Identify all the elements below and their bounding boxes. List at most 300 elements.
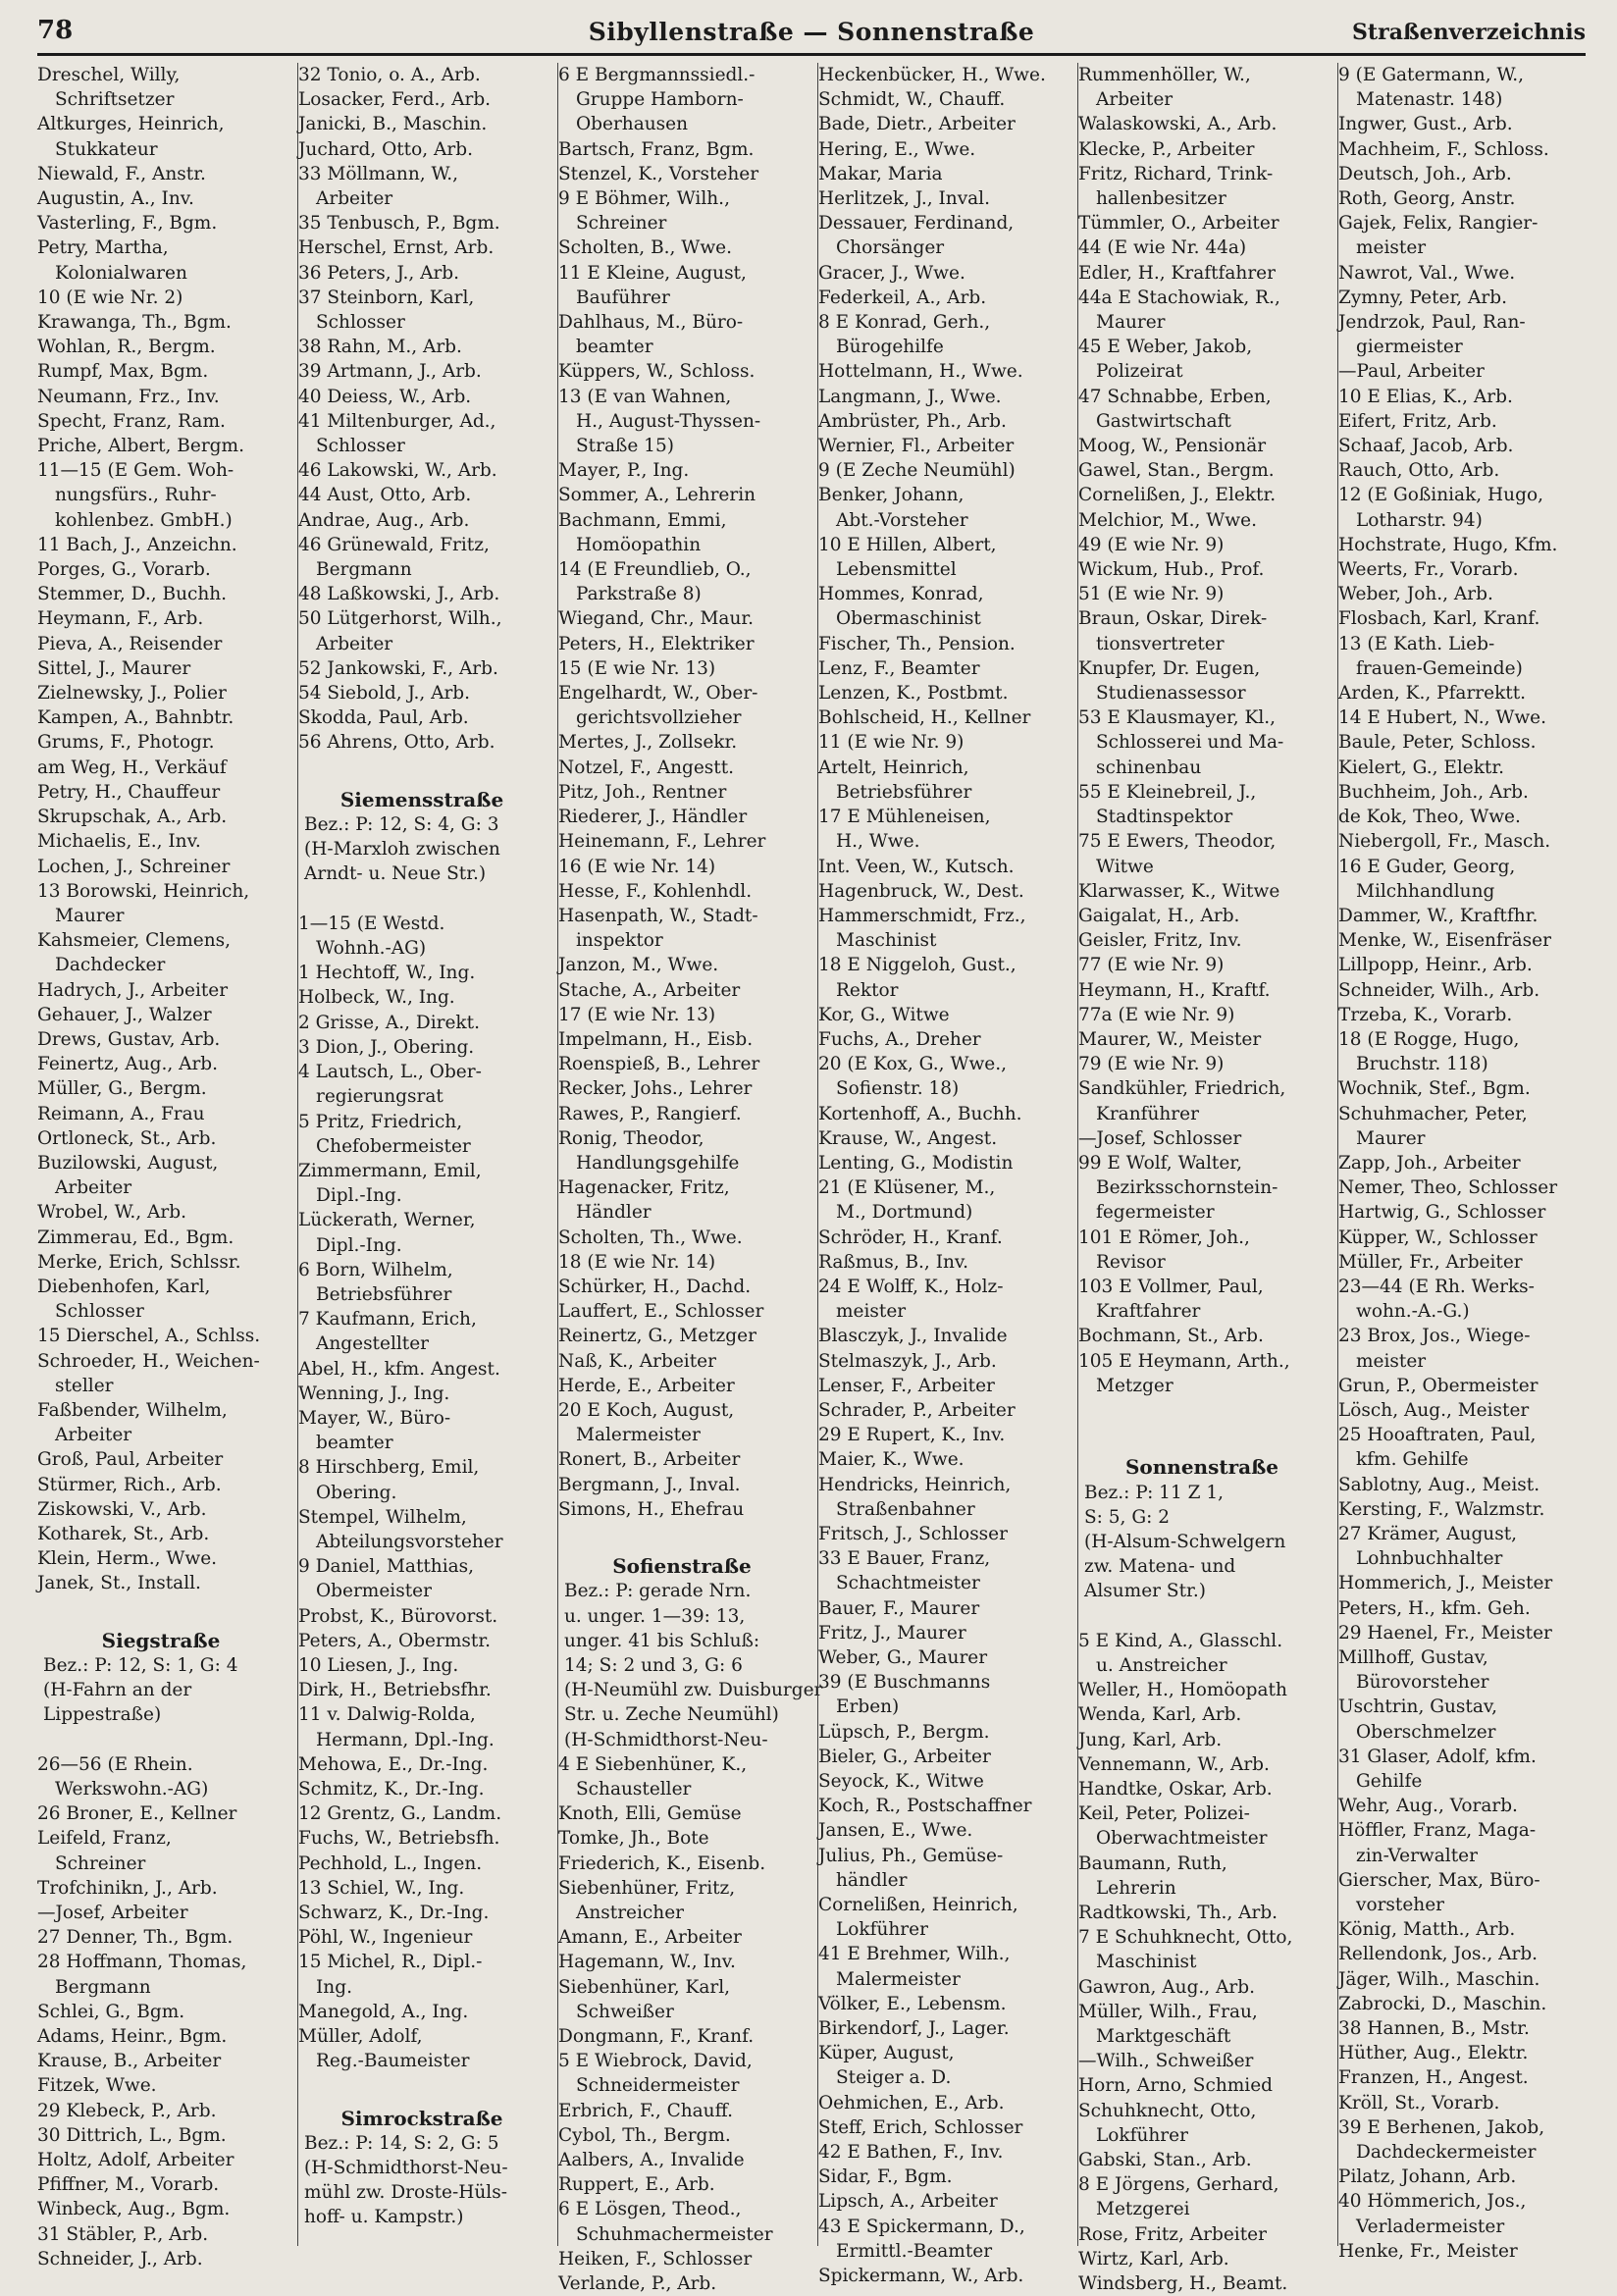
entry-line: Wenning, J., Ing.: [298, 1383, 450, 1404]
entry-line: Küppers, W., Schloss.: [558, 361, 756, 383]
entry-line: Reimann, A., Frau: [37, 1103, 205, 1124]
entry-line: Petry, Martha,: [37, 237, 169, 259]
entry-line: 5 Pritz, Friedrich,: [298, 1111, 463, 1132]
entry-line: Julius, Ph., Gemüse-: [818, 1845, 1004, 1866]
entry-line: 31 Glaser, Adolf, kfm.: [1338, 1746, 1537, 1767]
entry-line: 9 (E Zeche Neumühl): [818, 460, 1016, 482]
entry-line: Leifeld, Franz,: [37, 1828, 172, 1850]
entry-line: —Josef, Schlosser: [1078, 1127, 1242, 1149]
entry-line: Raßmus, B., Inv.: [818, 1251, 969, 1273]
entry-line: 40 Deiess, W., Arb.: [298, 386, 472, 407]
entry-line: Mayer, W., Büro-: [298, 1407, 451, 1429]
entry-line: Ruppert, E., Arb.: [558, 2174, 715, 2196]
entry-line: schinenbau: [1096, 757, 1202, 778]
district-info: (H-Neumühl zw. Duisburger: [564, 1680, 823, 1701]
entry-line: Ing.: [316, 1976, 352, 1998]
entry-line: Revisor: [1096, 1251, 1166, 1273]
entry-line: Hagenacker, Fritz,: [558, 1177, 730, 1199]
entry-line: am Weg, H., Verkäuf: [37, 757, 227, 778]
entry-line: Bartsch, Franz, Bgm.: [558, 138, 755, 160]
entry-line: Melchior, M., Wwe.: [1078, 509, 1257, 531]
entry-line: Steff, Erich, Schlosser: [818, 2116, 1023, 2138]
entry-line: Moog, W., Pensionär: [1078, 436, 1267, 457]
entry-line: 31 Stäbler, P., Arb.: [37, 2223, 209, 2245]
entry-line: 32 Tonio, o. A., Arb.: [298, 65, 481, 85]
entry-line: Kahsmeier, Clemens,: [37, 930, 231, 952]
entry-line: Steiger a. D.: [836, 2067, 952, 2089]
entry-line: Buchheim, Joh., Arb.: [1338, 781, 1529, 803]
entry-line: Millhoff, Gustav,: [1338, 1647, 1488, 1668]
entry-line: 13 (E Kath. Lieb-: [1338, 633, 1495, 654]
entry-line: 38 Rahn, M., Arb.: [298, 337, 462, 358]
entry-line: Birkendorf, J., Lager.: [818, 2018, 1010, 2040]
entry-line: 20 E Koch, August,: [558, 1399, 735, 1421]
entry-line: Schreiner: [55, 1852, 146, 1874]
entry-line: Gawron, Aug., Arb.: [1078, 1976, 1255, 1998]
entry-line: Gehilfe: [1356, 1771, 1423, 1793]
district-info: Bez.: P: gerade Nrn.: [564, 1581, 752, 1602]
entry-line: Amann, E., Arbeiter: [558, 1927, 742, 1949]
entry-line: Gehauer, J., Walzer: [37, 1004, 212, 1025]
entry-line: 21 (E Klüsener, M.,: [818, 1177, 996, 1199]
entry-line: 15 Dierschel, A., Schlss.: [37, 1326, 261, 1347]
entry-line: Maier, K., Wwe.: [818, 1449, 965, 1471]
entry-line: Müller, Adolf,: [298, 2026, 423, 2048]
entry-line: Stache, A., Arbeiter: [558, 979, 741, 1001]
entry-line: 8 Hirschberg, Emil,: [298, 1457, 480, 1479]
entry-line: Krawanga, Th., Bgm.: [37, 312, 232, 334]
entry-line: Fuchs, W., Betriebsfh.: [298, 1828, 500, 1850]
entry-line: Pieva, A., Reisender: [37, 633, 223, 654]
entry-line: Wohnh.-AG): [316, 938, 427, 960]
entry-line: 13 Borowski, Heinrich,: [37, 880, 250, 902]
spacer: [558, 1522, 806, 1546]
entry-line: Matenastr. 148): [1356, 89, 1503, 111]
district-info: hoff- u. Kampstr.): [304, 2207, 464, 2228]
entry-line: Janek, St., Install.: [37, 1573, 201, 1594]
entry-line: 10 (E wie Nr. 2): [37, 287, 183, 308]
entry-line: Völker, E., Lebensm.: [818, 1993, 1007, 2014]
entry-line: Schuhmachermeister: [576, 2223, 773, 2245]
entry-line: —Wilh., Schweißer: [1078, 2051, 1254, 2072]
entry-line: Mayer, P., Ing.: [558, 460, 690, 482]
entry-line: Gaigalat, H., Arb.: [1078, 905, 1240, 926]
district-info: Bez.: P: 12, S: 4, G: 3: [304, 814, 499, 836]
entry-line: 101 E Römer, Joh.,: [1078, 1226, 1250, 1248]
entry-line: Buzilowski, August,: [37, 1152, 219, 1174]
street-heading: Siegstraße: [101, 1628, 221, 1652]
entry-line: Spickermann, W., Arb.: [818, 2266, 1024, 2287]
entry-line: Malermeister: [576, 1425, 701, 1446]
entry-line: Stempel, Wilhelm,: [298, 1506, 467, 1528]
entry-line: Knoth, Elli, Gemüse: [558, 1803, 742, 1825]
entry-line: Handtke, Oskar, Arb.: [1078, 1778, 1273, 1800]
entry-line: Malermeister: [836, 1968, 961, 1990]
entry-line: Janicki, B., Maschin.: [298, 114, 488, 135]
entry-line: Naß, K., Arbeiter: [558, 1350, 716, 1372]
entry-line: Notzel, F., Angestt.: [558, 757, 735, 778]
entry-line: Schlosser: [316, 312, 405, 334]
entry-line: Lillpopp, Heinr., Arb.: [1338, 955, 1533, 976]
entry-line: Angestellter: [316, 1333, 430, 1355]
district-info: mühl zw. Droste-Hüls-: [304, 2182, 507, 2204]
entry-line: 41 E Brehmer, Wilh.,: [818, 1944, 1011, 1965]
entry-line: Bürogehilfe: [836, 337, 944, 358]
entry-line: Bergmann: [55, 1976, 151, 1998]
entry-line: Abteilungsvorsteher: [316, 1531, 503, 1552]
entry-line: Maschinist: [836, 930, 937, 952]
entry-line: Fischer, Th., Pension.: [818, 633, 1016, 654]
entry-line: 4 Lautsch, L., Ober-: [298, 1062, 482, 1083]
entry-line: Benker, Johann,: [818, 485, 965, 506]
street-heading: Sofienstraße: [612, 1554, 752, 1579]
entry-line: Fitzek, Wwe.: [37, 2075, 157, 2097]
entry-line: Bergmann: [316, 559, 412, 581]
entry-line: Knupfer, Dr. Eugen,: [1078, 657, 1261, 679]
entry-line: 18 (E wie Nr. 14): [558, 1251, 716, 1273]
entry-line: 43 E Spickermann, D.,: [818, 2216, 1025, 2237]
entry-line: Kampen, A., Bahnbtr.: [37, 707, 235, 729]
entry-line: Diebenhofen, Karl,: [37, 1276, 211, 1297]
entry-line: Reinertz, G., Metzger: [558, 1326, 756, 1347]
entry-line: Klecke, P., Arbeiter: [1078, 138, 1255, 160]
column-4: [817, 63, 1066, 2287]
entry-line: Zimmerau, Ed., Bgm.: [37, 1226, 235, 1248]
spacer: [298, 887, 546, 912]
entry-line: Dipl.-Ing.: [316, 1185, 402, 1207]
spacer: [37, 1728, 285, 1752]
page-number: 78: [37, 16, 74, 45]
running-title: Sibyllenstraße — Sonnenstraße: [588, 18, 1035, 46]
entry-line: Lenting, G., Modistin: [818, 1152, 1014, 1174]
entry-line: Polizeirat: [1096, 361, 1183, 383]
entry-line: 16 E Guder, Georg,: [1338, 856, 1516, 877]
entry-line: 12 Grentz, G., Landm.: [298, 1803, 502, 1825]
entry-line: Peters, H., kfm. Geh.: [1338, 1597, 1531, 1619]
district-info: Str. u. Zeche Neumühl): [564, 1704, 779, 1726]
entry-line: tionsvertreter: [1096, 633, 1225, 654]
entry-line: Rauch, Otto, Arb.: [1338, 460, 1500, 482]
entry-line: Schlosserei und Ma-: [1096, 732, 1284, 754]
district-info: (H-Schmidthorst-Neu-: [304, 2158, 508, 2179]
entry-line: Lösch, Aug., Meister: [1338, 1399, 1530, 1421]
district-info: Bez.: P: 11 Z 1,: [1084, 1482, 1224, 1503]
entry-line: 7 E Schuhknecht, Otto,: [1078, 1927, 1293, 1949]
entry-line: Weerts, Fr., Vorarb.: [1338, 559, 1519, 581]
entry-line: 17 (E wie Nr. 13): [558, 1004, 716, 1025]
entry-line: Siebenhüner, Fritz,: [558, 1877, 736, 1899]
entry-line: Schreiner: [576, 213, 667, 235]
entry-line: Küper, August,: [818, 2043, 955, 2064]
entry-line: Zielnewsky, J., Polier: [37, 683, 227, 704]
entry-line: regierungsrat: [316, 1086, 443, 1108]
entry-line: Hochstrate, Hugo, Kfm.: [1338, 534, 1558, 555]
entry-line: 35 Tenbusch, P., Bgm.: [298, 213, 500, 235]
district-info: Bez.: P: 14, S: 2, G: 5: [304, 2132, 499, 2154]
entry-line: Hadrych, J., Arbeiter: [37, 979, 229, 1001]
entry-line: Wrobel, W., Arb.: [37, 1202, 186, 1224]
entry-line: Pitz, Joh., Rentner: [558, 781, 727, 803]
entry-line: Fritz, Richard, Trink-: [1078, 163, 1274, 184]
entry-line: 75 E Ewers, Theodor,: [1078, 831, 1277, 853]
entry-line: Keil, Peter, Polizei-: [1078, 1803, 1250, 1825]
entry-line: Sofienstr. 18): [836, 1078, 960, 1100]
entry-line: Straße 15): [576, 436, 674, 457]
entry-line: 11 v. Dalwig-Rolda,: [298, 1704, 476, 1726]
entry-line: Bachmann, Emmi,: [558, 509, 727, 531]
entry-line: Lückerath, Werner,: [298, 1210, 476, 1231]
entry-line: 105 E Heymann, Arth.,: [1078, 1350, 1290, 1372]
entry-line: Recker, Johs., Lehrer: [558, 1078, 753, 1100]
entry-line: Schausteller: [576, 1779, 692, 1800]
entry-line: Schuhknecht, Otto,: [1078, 2100, 1257, 2121]
entry-line: Bauführer: [576, 287, 670, 308]
entry-line: Schlei, G., Bgm.: [37, 2001, 185, 2022]
entry-line: Jansen, E., Wwe.: [818, 1820, 973, 1842]
entry-line: Heymann, H., Kraftf.: [1078, 979, 1271, 1001]
spacer: [1078, 1604, 1326, 1629]
entry-line: 77 (E wie Nr. 9): [1078, 955, 1225, 976]
entry-line: 29 Haenel, Fr., Meister: [1338, 1622, 1552, 1644]
entry-line: Schwarz, K., Dr.-Ing.: [298, 1903, 490, 1923]
entry-line: Bade, Dietr., Arbeiter: [818, 114, 1016, 135]
entry-line: Geisler, Fritz, Inv.: [1078, 930, 1242, 952]
spacer: [37, 1596, 285, 1621]
entry-line: Maurer: [55, 905, 125, 926]
entry-line: Specht, Franz, Ram.: [37, 410, 226, 432]
entry-line: Ortloneck, St., Arb.: [37, 1127, 217, 1149]
entry-line: Heckenbücker, H., Wwe.: [818, 65, 1046, 85]
entry-line: Hermann, Dpl.-Ing.: [316, 1729, 495, 1750]
entry-line: Anstreicher: [576, 1903, 684, 1924]
entry-line: Edler, H., Kraftfahrer: [1078, 262, 1276, 284]
entry-line: kohlenbez. GmbH.): [55, 509, 233, 531]
entry-line: Sidar, F., Bgm.: [818, 2166, 953, 2188]
entry-line: 18 (E Rogge, Hugo,: [1338, 1028, 1520, 1050]
entry-line: 27 Krämer, August,: [1338, 1523, 1518, 1544]
entry-line: Franzen, H., Angest.: [1338, 2067, 1529, 2089]
entry-line: Reg.-Baumeister: [316, 2051, 470, 2072]
entry-line: Rumpf, Max, Bgm.: [37, 361, 209, 383]
entry-line: Parkstraße 8): [576, 584, 702, 605]
entry-line: 10 E Hillen, Albert,: [818, 534, 997, 555]
entry-line: Zymny, Peter, Arb.: [1338, 287, 1507, 308]
entry-line: Rose, Fritz, Arbeiter: [1078, 2223, 1267, 2245]
entry-line: Kröll, St., Vorarb.: [1338, 2092, 1500, 2113]
entry-line: Lebensmittel: [836, 559, 957, 581]
entry-line: 6 Born, Wilhelm,: [298, 1259, 453, 1280]
entry-line: Michaelis, E., Inv.: [37, 831, 201, 853]
entry-line: Eifert, Fritz, Arb.: [1338, 410, 1497, 432]
entry-line: 25 Hooaftraten, Paul,: [1338, 1425, 1537, 1446]
entry-line: Schmitz, K., Dr.-Ing.: [298, 1778, 485, 1800]
entry-line: Werkswohn.-AG): [55, 1778, 209, 1800]
entry-line: 33 Möllmann, W.,: [298, 163, 459, 184]
entry-line: 14 E Hubert, N., Wwe.: [1338, 707, 1547, 729]
entry-line: Höffler, Franz, Maga-: [1338, 1820, 1537, 1842]
spacer: [1078, 1398, 1326, 1423]
entry-line: Gastwirtschaft: [1096, 410, 1231, 432]
entry-line: Augustin, A., Inv.: [37, 188, 194, 210]
section-title: Straßenverzeichnis: [1352, 20, 1586, 45]
entry-line: Baule, Peter, Schloss.: [1338, 732, 1537, 754]
entry-line: Oberhausen: [576, 114, 689, 135]
entry-line: Cornelißen, J., Elektr.: [1078, 485, 1277, 506]
entry-line: 28 Hoffmann, Thomas,: [37, 1952, 247, 1973]
entry-line: Klarwasser, K., Witwe: [1078, 880, 1280, 902]
entry-line: Küpper, W., Schlosser: [1338, 1226, 1538, 1248]
entry-line: Zimmermann, Emil,: [298, 1160, 482, 1181]
entry-line: Ermittl.-Beamter: [836, 2240, 993, 2262]
entry-line: Schlosser: [316, 436, 405, 457]
entry-line: Seyock, K., Witwe: [818, 1771, 984, 1793]
entry-line: Obermaschinist: [836, 608, 981, 630]
entry-line: Betriebsführer: [316, 1283, 452, 1305]
entry-line: Weber, Joh., Arb.: [1338, 584, 1493, 605]
entry-line: Hesse, F., Kohlenhdl.: [558, 880, 753, 902]
entry-line: Weller, H., Homöopath: [1078, 1680, 1287, 1701]
entry-line: Verlande, P., Arb.: [558, 2273, 717, 2295]
entry-line: händler: [836, 1869, 908, 1891]
entry-line: Gruppe Hamborn-: [576, 89, 744, 111]
entry-line: 53 E Klausmayer, Kl.,: [1078, 707, 1277, 729]
entry-line: Dongmann, F., Kranf.: [558, 2026, 755, 2048]
entry-line: Mehowa, E., Dr.-Ing.: [298, 1753, 489, 1775]
entry-line: Heymann, F., Arb.: [37, 608, 204, 630]
entry-line: Makar, Maria: [818, 163, 943, 184]
entry-line: Wernier, Fl., Arbeiter: [818, 436, 1015, 457]
entry-line: Winbeck, Aug., Bgm.: [37, 2199, 231, 2220]
entry-line: Bruchstr. 118): [1356, 1054, 1488, 1075]
entry-line: Ziskowski, V., Arb.: [37, 1498, 207, 1520]
entry-line: Hottelmann, H., Wwe.: [818, 361, 1023, 383]
entry-line: Lenz, F., Beamter: [818, 657, 980, 679]
entry-line: Lokführer: [836, 1919, 928, 1941]
entry-line: Stenzel, K., Vorsteher: [558, 163, 759, 184]
district-info: zw. Matena- und: [1084, 1556, 1236, 1578]
entry-line: steller: [55, 1375, 114, 1396]
entry-line: 79 (E wie Nr. 9): [1078, 1054, 1225, 1075]
entry-line: Siebenhüner, Karl,: [558, 1976, 731, 1998]
district-info: (H-Alsum-Schwelgern: [1084, 1531, 1286, 1552]
district-info: (H-Schmidthorst-Neu-: [564, 1729, 768, 1750]
entry-line: Arbeiter: [316, 633, 393, 654]
entry-line: zin-Verwalter: [1356, 1845, 1478, 1866]
entry-line: 33 E Bauer, Franz,: [818, 1548, 991, 1570]
entry-line: meister: [836, 1301, 907, 1323]
entry-line: 54 Siebold, J., Arb.: [298, 683, 471, 704]
entry-line: Windsberg, H., Beamt.: [1078, 2273, 1288, 2295]
entry-line: Schuhmacher, Peter,: [1338, 1103, 1528, 1124]
entry-line: 9 (E Gatermann, W.,: [1338, 65, 1524, 85]
entry-line: 30 Dittrich, L., Bgm.: [37, 2124, 227, 2146]
entry-line: 50 Lütgerhorst, Wilh.,: [298, 608, 502, 630]
entry-line: Lochen, J., Schreiner: [37, 856, 231, 877]
page-header: [37, 14, 1586, 56]
entry-line: Wickum, Hub., Prof.: [1078, 559, 1265, 581]
entry-line: Müller, G., Bergm.: [37, 1078, 207, 1100]
entry-line: 3 Dion, J., Obering.: [298, 1036, 475, 1058]
entry-line: Holbeck, W., Ing.: [298, 987, 455, 1009]
entry-line: Artelt, Heinrich,: [818, 757, 969, 778]
entry-line: 77a (E wie Nr. 9): [1078, 1004, 1235, 1025]
entry-line: Dammer, W., Kraftfhr.: [1338, 905, 1539, 926]
entry-line: Nemer, Theo, Schlosser: [1338, 1177, 1558, 1199]
entry-line: Rektor: [836, 979, 899, 1001]
entry-line: Rawes, P., Rangierf.: [558, 1103, 742, 1124]
entry-line: Heiken, F., Schlosser: [558, 2248, 753, 2270]
entry-line: 99 E Wolf, Walter,: [1078, 1152, 1242, 1174]
entry-line: Cornelißen, Heinrich,: [818, 1895, 1018, 1916]
spacer: [298, 756, 546, 780]
entry-line: Baumann, Ruth,: [1078, 1852, 1227, 1874]
entry-line: beamter: [576, 337, 653, 358]
entry-line: Stukkateur: [55, 138, 158, 160]
entry-line: Friederich, K., Eisenb.: [558, 1852, 766, 1874]
entry-line: Trzeba, K., Vorarb.: [1338, 1004, 1513, 1025]
entry-line: Federkeil, A., Arb.: [818, 287, 987, 308]
entry-line: Scholten, Th., Wwe.: [558, 1226, 743, 1248]
column-3: [557, 63, 823, 2295]
entry-line: 5 E Wiebrock, David,: [558, 2051, 753, 2072]
entry-line: Maschinist: [1096, 1952, 1197, 1973]
entry-line: 1—15 (E Westd.: [298, 913, 445, 934]
entry-line: Losacker, Ferd., Arb.: [298, 89, 492, 111]
entry-line: Grun, P., Obermeister: [1338, 1375, 1539, 1396]
entry-line: Skrupschak, A., Arb.: [37, 807, 228, 828]
entry-line: Hüther, Aug., Elektr.: [1338, 2043, 1529, 2064]
entry-line: Chorsänger: [836, 237, 945, 259]
entry-line: hallenbesitzer: [1096, 188, 1226, 210]
entry-line: 2 Grisse, A., Direkt.: [298, 1012, 480, 1033]
entry-line: Adams, Heinr., Bgm.: [37, 2026, 228, 2048]
entry-line: Schneider, Wilh., Arb.: [1338, 979, 1540, 1001]
entry-line: Maurer: [1356, 1127, 1426, 1149]
entry-line: Weber, G., Maurer: [818, 1647, 988, 1668]
entry-line: 20 (E Kox, G., Wwe.,: [818, 1054, 1008, 1075]
entry-line: 13 (E van Wahnen,: [558, 386, 732, 407]
entry-line: Niewald, F., Anstr.: [37, 163, 206, 184]
entry-line: Bürovorsteher: [1356, 1672, 1489, 1694]
entry-line: Marktgeschäft: [1096, 2026, 1231, 2047]
district-info: (H-Marxloh zwischen: [304, 839, 500, 861]
entry-line: Merke, Erich, Schlssr.: [37, 1251, 241, 1273]
entry-line: meister: [1356, 1350, 1427, 1372]
entry-line: 11—15 (E Gem. Woh-: [37, 460, 235, 482]
entry-line: Verladermeister: [1356, 2216, 1505, 2237]
entry-line: Maurer: [1096, 312, 1166, 334]
entry-line: Riederer, J., Händler: [558, 807, 748, 828]
entry-line: 8 E Jörgens, Gerhard,: [1078, 2174, 1279, 2196]
entry-line: Stemmer, D., Buchh.: [37, 584, 228, 605]
entry-line: 29 Klebeck, P., Arb.: [37, 2100, 217, 2121]
district-info: 14; S: 2 und 3, G: 6: [564, 1654, 743, 1676]
entry-line: Dirk, H., Betriebsfhr.: [298, 1680, 492, 1701]
entry-line: Groß, Paul, Arbeiter: [37, 1449, 224, 1471]
entry-line: 41 Miltenburger, Ad.,: [298, 410, 496, 432]
entry-line: Schachtmeister: [836, 1573, 980, 1594]
entry-line: Pilatz, Johann, Arb.: [1338, 2166, 1517, 2188]
entry-line: 46 Grünewald, Fritz,: [298, 534, 490, 555]
entry-line: Gawel, Stan., Bergm.: [1078, 460, 1275, 482]
entry-line: Herschel, Ernst, Arb.: [298, 237, 495, 259]
entry-line: Feinertz, Aug., Arb.: [37, 1054, 219, 1075]
entry-line: Stadtinspektor: [1096, 807, 1233, 828]
district-info: Alsumer Str.): [1084, 1581, 1206, 1602]
entry-line: meister: [1356, 237, 1427, 259]
entry-line: Scholten, B., Wwe.: [558, 237, 732, 259]
entry-line: Metzger: [1096, 1375, 1174, 1396]
